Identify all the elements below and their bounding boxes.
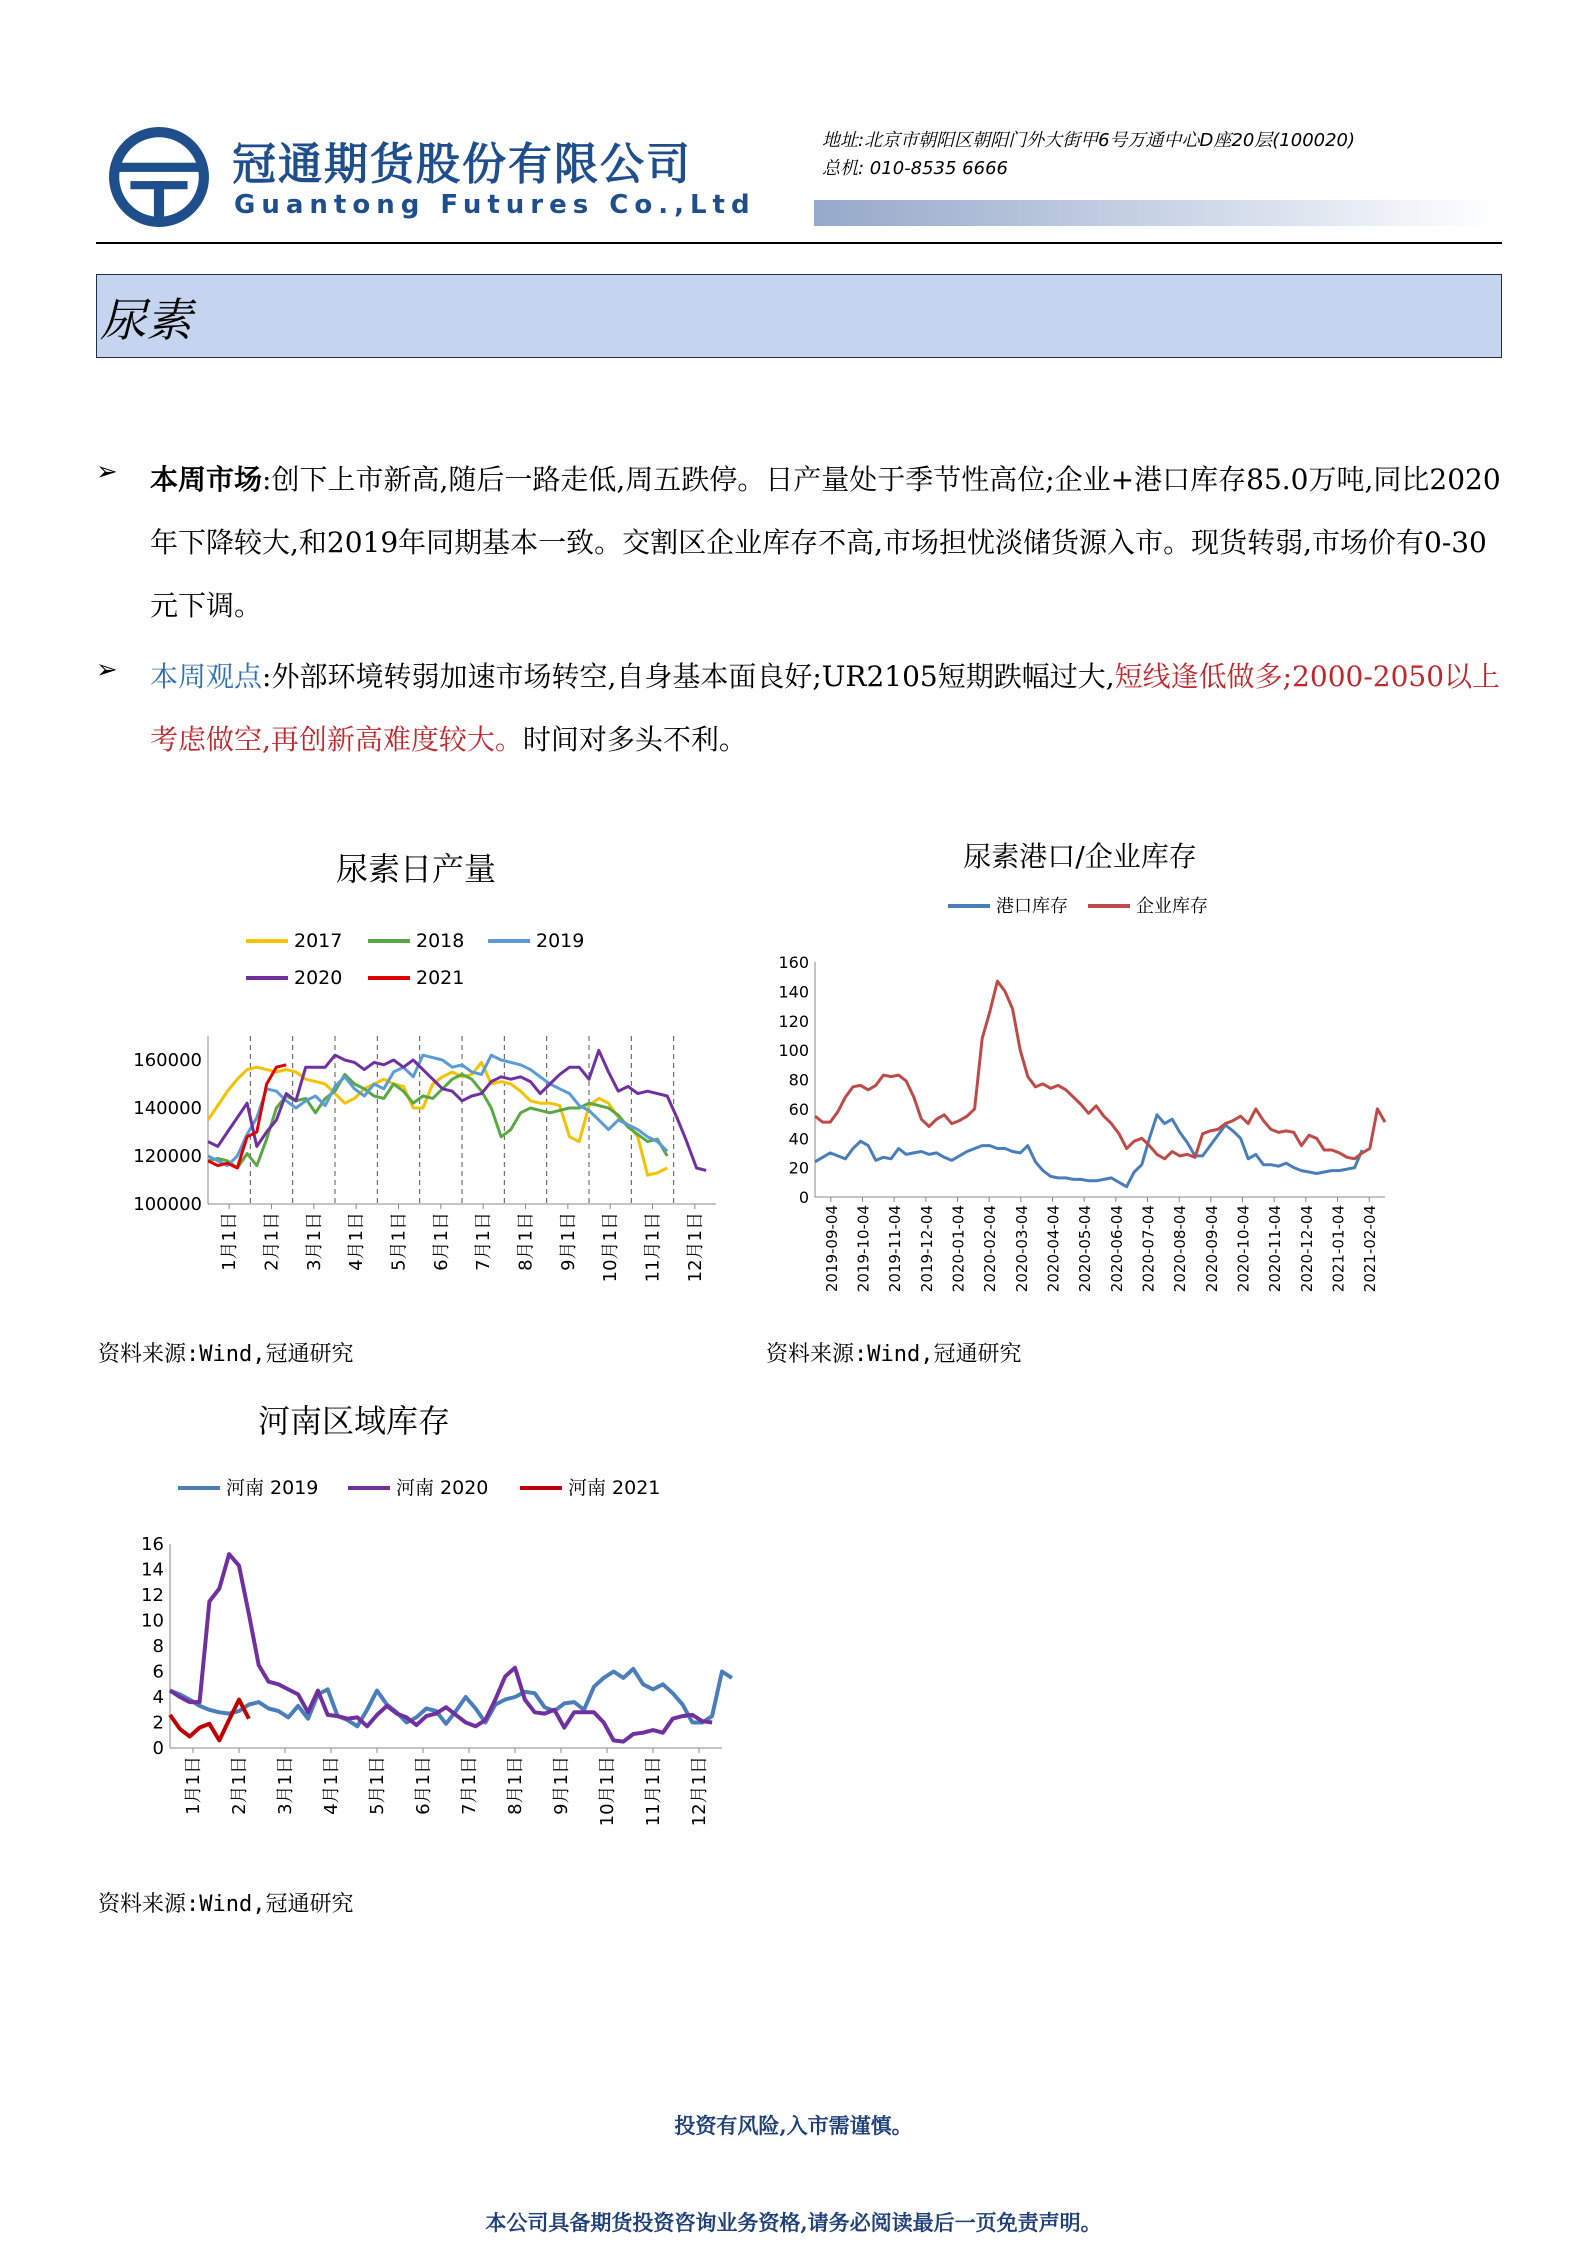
x-tick-label: 4月1日 <box>346 1212 368 1271</box>
x-tick-label: 10月1日 <box>600 1212 622 1283</box>
x-tick-label: 2020-05-04 <box>1076 1205 1095 1293</box>
x-tick-label: 11月1日 <box>643 1756 664 1827</box>
y-tick-label: 16 <box>141 1534 164 1555</box>
y-tick-label: 120000 <box>133 1146 202 1167</box>
y-tick-label: 40 <box>788 1129 809 1149</box>
risk-warning: 投资有风险,入市需谨慎。 <box>674 2113 913 2138</box>
company-phone: 总机: 010-8535 6666 <box>822 158 1008 179</box>
header-divider <box>96 242 1502 244</box>
x-tick-label: 7月1日 <box>459 1756 480 1815</box>
x-tick-label: 2020-02-04 <box>981 1205 1000 1293</box>
x-tick-label: 11月1日 <box>642 1212 664 1283</box>
section-title: 尿素 <box>100 293 192 347</box>
x-tick-label: 10月1日 <box>597 1756 618 1827</box>
x-tick-label: 1月1日 <box>219 1212 241 1271</box>
x-tick-label: 2020-04-04 <box>1044 1205 1063 1293</box>
chart-henan-inventory <box>96 1390 736 1870</box>
x-tick-label: 1月1日 <box>183 1756 204 1815</box>
y-tick-label: 10 <box>141 1610 164 1632</box>
paragraph-market <box>150 448 1502 637</box>
x-tick-label: 8月1日 <box>515 1212 537 1271</box>
x-tick-label: 2020-07-04 <box>1139 1205 1158 1293</box>
source-note: 资料来源:Wind,冠通研究 <box>98 1892 354 1917</box>
x-tick-label: 2019-11-04 <box>886 1205 905 1293</box>
x-tick-label: 2020-12-04 <box>1297 1205 1316 1293</box>
x-tick-label: 2019-09-04 <box>822 1205 841 1293</box>
header-gradient-bar <box>814 200 1494 226</box>
view-text-2: 时间对多头不利。 <box>522 723 747 756</box>
series-line <box>170 1669 732 1726</box>
x-tick-label: 6月1日 <box>430 1212 452 1271</box>
source-note: 资料来源:Wind,冠通研究 <box>98 1342 354 1367</box>
legend-label: 2018 <box>416 930 465 952</box>
series-line <box>815 1115 1362 1187</box>
legend-label: 河南 2020 <box>396 1477 489 1499</box>
series-line <box>170 1700 249 1741</box>
legend-label: 2017 <box>294 930 343 952</box>
chart-title: 尿素日产量 <box>335 850 497 888</box>
view-label: 本周观点 <box>150 660 263 693</box>
y-tick-label: 14 <box>141 1559 164 1581</box>
bullet-arrow-icon: ➢ <box>96 457 118 487</box>
x-tick-label: 9月1日 <box>557 1212 579 1271</box>
x-tick-label: 2月1日 <box>229 1756 250 1815</box>
x-tick-label: 2020-11-04 <box>1266 1205 1285 1293</box>
y-tick-label: 100 <box>778 1041 809 1061</box>
x-tick-label: 2020-09-04 <box>1202 1205 1221 1293</box>
x-tick-label: 2020-08-04 <box>1171 1205 1190 1293</box>
view-text-1: :外部环境转弱加速市场转空,自身基本面良好;UR2105短期跌幅过大, <box>262 660 1115 693</box>
x-tick-label: 5月1日 <box>388 1212 410 1271</box>
y-tick-label: 100000 <box>133 1194 202 1215</box>
x-tick-label: 9月1日 <box>551 1756 572 1815</box>
legend-label: 河南 2021 <box>568 1477 661 1499</box>
y-tick-label: 60 <box>788 1099 809 1119</box>
x-tick-label: 2020-01-04 <box>949 1205 968 1293</box>
market-label: 本周市场 <box>150 463 263 496</box>
x-tick-label: 2020-10-04 <box>1234 1205 1253 1293</box>
y-tick-label: 0 <box>798 1188 809 1207</box>
chart-title: 尿素港口/企业库存 <box>963 840 1197 873</box>
legend-label: 河南 2019 <box>226 1477 319 1499</box>
chart-title: 河南区域库存 <box>257 1402 451 1440</box>
x-tick-label: 2019-12-04 <box>917 1205 936 1293</box>
legend-label: 2021 <box>416 967 465 989</box>
x-tick-label: 4月1日 <box>321 1756 342 1815</box>
legend-label: 企业库存 <box>1136 896 1208 917</box>
y-tick-label: 80 <box>788 1070 809 1090</box>
series-line <box>815 981 1385 1159</box>
legend-label: 2019 <box>536 930 585 952</box>
y-tick-label: 20 <box>788 1158 809 1178</box>
y-tick-label: 140 <box>778 982 809 1002</box>
x-tick-label: 12月1日 <box>684 1212 706 1283</box>
section-header-box <box>96 274 1502 358</box>
chart-daily-output <box>96 840 736 1320</box>
x-tick-label: 2019-10-04 <box>854 1205 873 1293</box>
x-tick-label: 12月1日 <box>689 1756 710 1827</box>
y-tick-label: 4 <box>152 1687 164 1708</box>
x-tick-label: 2021-02-04 <box>1361 1205 1380 1293</box>
legend-label: 2020 <box>294 967 343 989</box>
source-note: 资料来源:Wind,冠通研究 <box>766 1342 1022 1367</box>
x-tick-label: 3月1日 <box>275 1756 296 1815</box>
y-tick-label: 140000 <box>133 1098 202 1119</box>
paragraph-view <box>150 645 1502 771</box>
company-logo-icon <box>108 126 210 228</box>
view-text-red: 短线逢低做多;2000-2050以上考虑做空,再创新高难度较大。 <box>150 660 1501 756</box>
x-tick-label: 3月1日 <box>303 1212 325 1271</box>
y-tick-label: 160 <box>778 953 809 972</box>
chart-port-enterprise-inventory <box>760 830 1400 1320</box>
y-tick-label: 12 <box>141 1585 164 1606</box>
y-tick-label: 6 <box>152 1661 164 1683</box>
x-tick-label: 2月1日 <box>261 1212 283 1271</box>
x-tick-label: 2020-03-04 <box>1012 1205 1031 1293</box>
company-name-cn: 冠通期货股份有限公司 <box>232 139 692 190</box>
y-tick-label: 0 <box>152 1738 164 1759</box>
x-tick-label: 2020-06-04 <box>1107 1205 1126 1293</box>
x-tick-label: 5月1日 <box>367 1756 388 1815</box>
legend-label: 港口库存 <box>996 896 1068 917</box>
x-tick-label: 6月1日 <box>413 1756 434 1815</box>
x-tick-label: 8月1日 <box>505 1756 526 1815</box>
x-tick-label: 2021-01-04 <box>1329 1205 1348 1293</box>
company-name-en: Guantong Futures Co.,Ltd <box>234 190 756 220</box>
x-tick-label: 7月1日 <box>473 1212 495 1271</box>
y-tick-label: 120 <box>778 1011 809 1031</box>
y-tick-label: 8 <box>152 1636 164 1657</box>
y-tick-label: 160000 <box>133 1050 202 1071</box>
bullet-arrow-icon: ➢ <box>96 655 118 685</box>
series-line <box>170 1554 712 1741</box>
y-tick-label: 2 <box>152 1712 164 1734</box>
market-text: :创下上市新高,随后一路走低,周五跌停。日产量处于季节性高位;企业+港口库存85.0万吨,同比2020年下降较大,和2019年同期基本一致。交割区企业库存不高,市场担忧淡储货源入市。现货转弱,市场价有0-30元下调。 <box>150 463 1501 622</box>
disclaimer-note: 本公司具备期货投资咨询业务资格,请务必阅读最后一页免责声明。 <box>485 2210 1102 2235</box>
company-address: 地址:北京市朝阳区朝阳门外大街甲6号万通中心D座20层(100020) <box>822 130 1356 151</box>
